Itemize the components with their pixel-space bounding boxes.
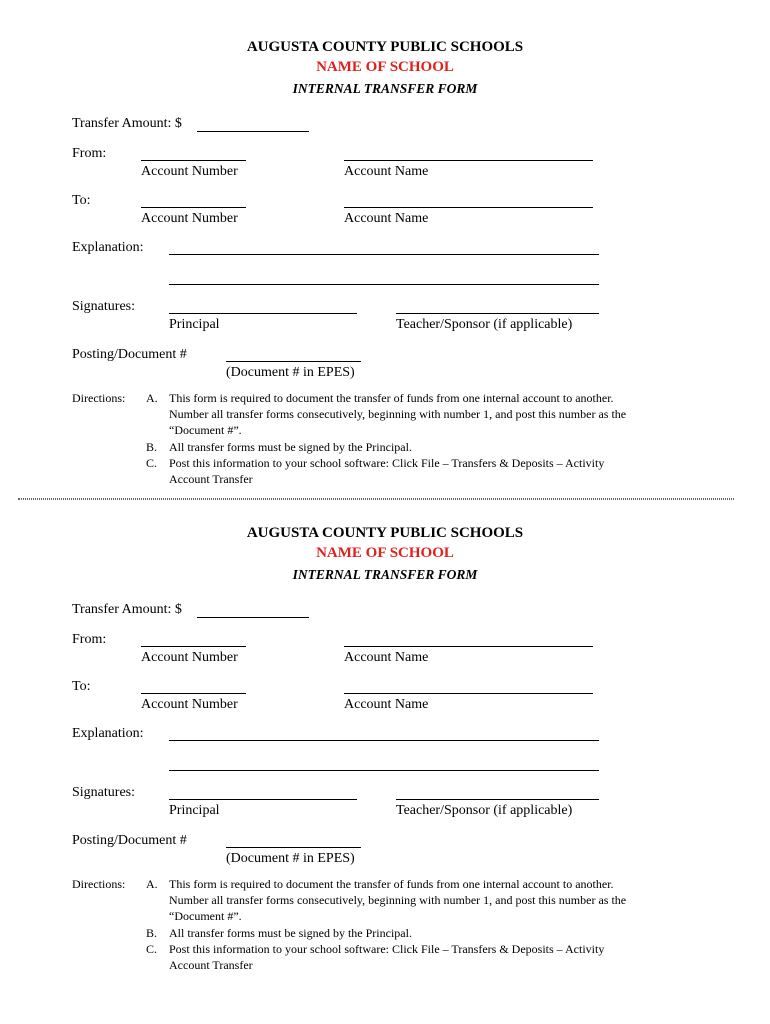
teacher-signature-field[interactable] [396,313,599,314]
school-name: NAME OF SCHOOL [316,545,454,561]
posting-document-field[interactable] [226,847,361,848]
direction-marker-c: C. [146,456,158,470]
direction-a-line-1: This form is required to document the transfer of funds from one internal account to another. [169,391,614,405]
to-account-name-field[interactable] [344,693,593,694]
document-epes-label: (Document # in EPES) [226,365,355,380]
district-title: AUGUSTA COUNTY PUBLIC SCHOOLS [246,525,524,541]
direction-a-line-2: Number all transfer forms consecutively, beginning with number 1, and post this number as the [169,893,627,907]
from-account-number-label: Account Number [141,650,238,665]
from-account-number-field[interactable] [141,160,246,161]
transfer-form-top [0,0,770,486]
direction-marker-a: A. [146,391,158,405]
to-label: To: [72,193,91,208]
from-label: From: [72,146,107,161]
posting-document-field[interactable] [226,361,361,362]
direction-marker-c: C. [146,942,158,956]
transfer-amount-label: Transfer Amount: $ [72,116,182,131]
direction-a-line-1: This form is required to document the transfer of funds from one internal account to another. [169,877,614,891]
from-account-number-label: Account Number [141,164,238,179]
explanation-line-1[interactable] [169,254,599,255]
direction-c-line-1: Post this information to your school software: Click File – Transfers & Deposits – Activity [169,456,605,470]
signatures-label: Signatures: [72,785,135,800]
transfer-form-bottom [0,486,770,972]
form-title: INTERNAL TRANSFER FORM [292,567,478,582]
direction-c-line-2: Account Transfer [169,958,253,972]
explanation-label: Explanation: [72,240,144,255]
direction-b-line-1: All transfer forms must be signed by the Principal. [169,926,412,940]
signatures-label: Signatures: [72,299,135,314]
principal-label: Principal [169,317,220,332]
teacher-signature-field[interactable] [396,799,599,800]
direction-marker-b: B. [146,926,158,940]
posting-document-label: Posting/Document # [72,833,187,848]
principal-signature-field[interactable] [169,313,357,314]
district-title: AUGUSTA COUNTY PUBLIC SCHOOLS [246,39,524,55]
to-account-name-field[interactable] [344,207,593,208]
explanation-label: Explanation: [72,726,144,741]
direction-b-line-1: All transfer forms must be signed by the Principal. [169,440,412,454]
from-account-number-field[interactable] [141,646,246,647]
from-account-name-label: Account Name [344,164,429,179]
principal-signature-field[interactable] [169,799,357,800]
transfer-amount-field[interactable] [197,617,309,618]
to-account-number-label: Account Number [141,697,238,712]
directions-label: Directions: [72,877,126,891]
from-account-name-label: Account Name [344,650,429,665]
explanation-line-2[interactable] [169,770,599,771]
explanation-line-1[interactable] [169,740,599,741]
document-epes-label: (Document # in EPES) [226,851,355,866]
direction-a-line-2: Number all transfer forms consecutively, beginning with number 1, and post this number as the [169,407,627,421]
explanation-line-2[interactable] [169,284,599,285]
from-account-name-field[interactable] [344,160,593,161]
form-title: INTERNAL TRANSFER FORM [292,81,478,96]
principal-label: Principal [169,803,220,818]
from-label: From: [72,632,107,647]
teacher-sponsor-label: Teacher/Sponsor (if applicable) [396,317,573,332]
direction-a-line-3: “Document #”. [169,909,242,923]
transfer-amount-label: Transfer Amount: $ [72,602,182,617]
to-account-number-field[interactable] [141,207,246,208]
to-account-number-field[interactable] [141,693,246,694]
direction-a-line-3: “Document #”. [169,423,242,437]
posting-document-label: Posting/Document # [72,347,187,362]
direction-marker-b: B. [146,440,158,454]
direction-c-line-1: Post this information to your school software: Click File – Transfers & Deposits – Activity [169,942,605,956]
teacher-sponsor-label: Teacher/Sponsor (if applicable) [396,803,573,818]
to-account-name-label: Account Name [344,697,429,712]
direction-c-line-2: Account Transfer [169,472,253,486]
to-label: To: [72,679,91,694]
from-account-name-field[interactable] [344,646,593,647]
transfer-amount-field[interactable] [197,131,309,132]
school-name: NAME OF SCHOOL [316,59,454,75]
directions-label: Directions: [72,391,126,405]
to-account-number-label: Account Number [141,211,238,226]
direction-marker-a: A. [146,877,158,891]
to-account-name-label: Account Name [344,211,429,226]
